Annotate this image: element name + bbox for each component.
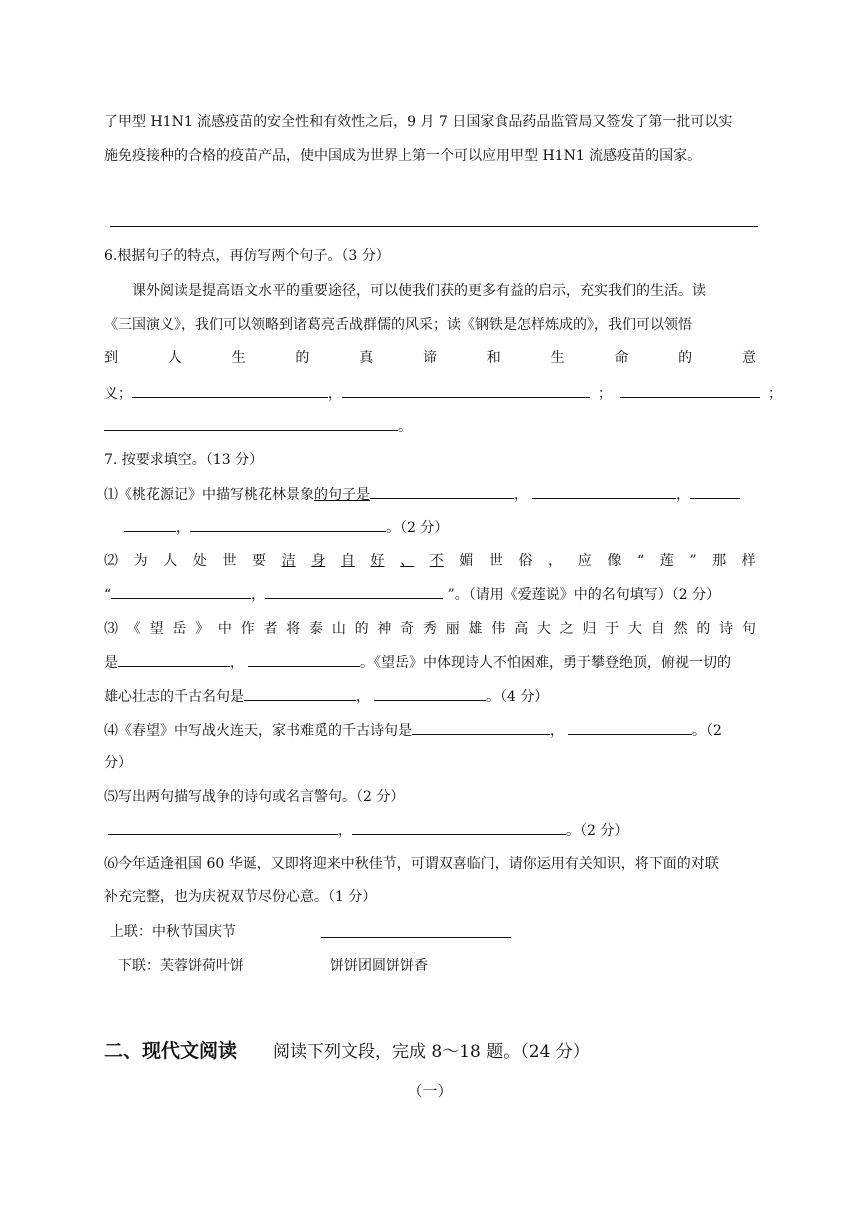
score: 。（2 <box>692 723 722 739</box>
char: 句 <box>741 621 756 637</box>
char: 的 <box>354 621 369 637</box>
char: 》 <box>195 621 210 637</box>
char: 中 <box>217 621 232 637</box>
q6-paragraph-line-2: 《三国演义》，我们可以领略到诸葛亮舌战群儒的风采；读《钢铁是怎样炼成的》，我们可以领悟 <box>104 317 692 333</box>
q7-item-4-line-1 <box>104 720 722 741</box>
section-instruction: 阅读下列文段，完成 8～18 题。（24 分） <box>273 1042 590 1062</box>
score: 。（2 分） <box>566 823 629 839</box>
char: 的 <box>678 350 693 366</box>
char: ⑵ <box>104 553 118 569</box>
fill-blank[interactable] <box>118 652 230 667</box>
char: 、 <box>400 553 415 569</box>
fill-blank[interactable] <box>374 686 486 701</box>
char: 俗 <box>518 553 533 569</box>
open-quote: “ <box>104 587 112 603</box>
char: ” <box>689 553 697 569</box>
couplet-lower-label: 下联：芙蓉饼荷叶饼 <box>118 958 244 974</box>
char: 自 <box>340 553 355 569</box>
char: 为 <box>133 553 148 569</box>
comma: ， <box>338 823 352 839</box>
couplet-upper-label: 上联：中秋节国庆节 <box>110 924 236 940</box>
char: 好 <box>370 553 385 569</box>
char: 莲 <box>659 553 674 569</box>
comma: ， <box>550 723 564 739</box>
close-text: ”。（请用《爱莲说》中的名句填写）（2 分） <box>443 587 721 603</box>
fill-blank[interactable] <box>532 484 676 499</box>
char: 洁 <box>281 553 296 569</box>
char: ⑶ <box>104 621 118 637</box>
char: 生 <box>231 350 246 366</box>
q6-paragraph-line-1: 课外阅读是提高语文水平的重要途径，可以使我们获的更多有益的启示，充实我们的生活。读 <box>132 283 706 299</box>
q6-answer-line-1 <box>104 383 782 404</box>
part-label: （一） <box>407 1082 453 1100</box>
char: 之 <box>559 621 574 637</box>
char: 不 <box>429 553 444 569</box>
char: 样 <box>741 553 756 569</box>
char: 丽 <box>445 621 460 637</box>
answer-line[interactable] <box>110 226 758 227</box>
fill-blank[interactable] <box>132 383 328 398</box>
char: 处 <box>192 553 207 569</box>
char: 伟 <box>491 621 506 637</box>
fill-blank[interactable] <box>568 720 692 735</box>
char: 的 <box>295 350 310 366</box>
char: 自 <box>650 621 665 637</box>
char: 归 <box>582 621 597 637</box>
comma: ， <box>176 520 190 536</box>
fill-blank[interactable] <box>248 652 360 667</box>
fill-blank[interactable] <box>108 820 338 835</box>
char: 《 <box>126 621 141 637</box>
text: 。《望岳》中体现诗人不怕困难，勇于攀登绝顶，俯视一切的 <box>360 655 731 671</box>
text: ⑷《春望》中写战火连天，家书难觅的千古诗句是 <box>104 723 412 739</box>
char: 到 <box>104 350 118 366</box>
q7-item-6-line-2: 补充完整，也为庆祝双节尽份心意。（1 分） <box>104 889 377 905</box>
char: 高 <box>514 621 529 637</box>
text: 是 <box>104 655 118 671</box>
score: 。（4 分） <box>486 689 549 705</box>
q6-title: 6.根据句子的特点，再仿写两个句子。（3 分） <box>104 248 390 264</box>
char: 像 <box>607 553 622 569</box>
text: 的句子是 <box>314 487 370 503</box>
fill-blank[interactable] <box>370 484 514 499</box>
char: 世 <box>222 553 237 569</box>
char: 秀 <box>422 621 437 637</box>
char: 然 <box>673 621 688 637</box>
q7-item-1-line-2 <box>124 517 448 538</box>
char: 岳 <box>172 621 187 637</box>
char: 诗 <box>719 621 734 637</box>
fill-blank[interactable] <box>124 517 176 532</box>
q7-item-5-answer <box>108 820 628 841</box>
char: 要 <box>252 553 267 569</box>
q7-item-3-line-2 <box>104 652 731 673</box>
char: 身 <box>311 553 326 569</box>
q7-item-1-line-1 <box>104 484 740 505</box>
char: 作 <box>240 621 255 637</box>
char: 山 <box>331 621 346 637</box>
fill-blank[interactable] <box>265 584 443 599</box>
intro-line-1: 了甲型 H1N1 流感疫苗的安全性和有效性之后，9 月 7 日国家食品药品监管局又签发了第一批可以实 <box>104 114 733 130</box>
char: 人 <box>163 553 178 569</box>
char: “ <box>636 553 645 569</box>
char: 世 <box>488 553 503 569</box>
char: 大 <box>627 621 642 637</box>
char: 生 <box>550 350 565 366</box>
comma: ， <box>356 689 370 705</box>
char: 意 <box>741 350 756 366</box>
char: 人 <box>167 350 182 366</box>
char: ， <box>548 553 563 569</box>
q6-answer-line-2 <box>104 416 412 437</box>
q7-item-3-line-1 <box>104 619 756 639</box>
q7-item-5-title: ⑸写出两句描写战争的诗句或名言警句。（2 分） <box>104 789 405 805</box>
char: 于 <box>605 621 620 637</box>
char: 奇 <box>400 621 415 637</box>
comma: ， <box>230 655 244 671</box>
char: 和 <box>486 350 501 366</box>
fill-blank[interactable] <box>244 686 356 701</box>
char: 的 <box>696 621 711 637</box>
prefix: 义； <box>104 386 132 402</box>
q7-item-3-line-3 <box>104 686 548 707</box>
comma: ， <box>514 487 528 503</box>
q7-item-4-line-2: 分） <box>104 755 132 771</box>
char: 那 <box>712 553 727 569</box>
intro-line-2: 施免疫接种的合格的疫苗产品，使中国成为世界上第一个可以应用甲型 H1N1 流感疫苗的国家。 <box>104 148 702 164</box>
semicolon: ； <box>768 386 782 402</box>
char: 应 <box>577 553 592 569</box>
couplet-lower-answer-line[interactable] <box>321 937 511 938</box>
fill-blank[interactable] <box>620 383 760 398</box>
fill-blank[interactable] <box>342 383 590 398</box>
q7-item-6-line-1: ⑹今年适逢祖国 60 华诞，又即将迎来中秋佳节，可谓双喜临门，请你运用有关知识，将下面的对联 <box>104 856 719 872</box>
q6-paragraph-line-3 <box>104 348 756 368</box>
char: 泰 <box>309 621 324 637</box>
char: 雄 <box>468 621 483 637</box>
char: 谛 <box>422 350 437 366</box>
char: 神 <box>377 621 392 637</box>
text: ⑴《桃花源记》中描写桃花林景象 <box>104 487 314 503</box>
period: 。 <box>398 419 412 435</box>
fill-blank[interactable] <box>352 820 566 835</box>
comma: ， <box>251 587 266 603</box>
couplet-lower-text: 饼饼团圆饼饼香 <box>330 958 428 974</box>
fill-blank[interactable] <box>690 484 740 499</box>
section-title: 二、现代文阅读 <box>104 1040 238 1062</box>
comma: ， <box>328 386 342 402</box>
section-heading <box>104 1036 590 1063</box>
char: 将 <box>286 621 301 637</box>
char: 命 <box>614 350 629 366</box>
q7-item-2-line-2 <box>104 584 720 605</box>
comma: ， <box>676 487 690 503</box>
char: 媚 <box>459 553 474 569</box>
char: 望 <box>149 621 164 637</box>
text: 雄心壮志的千古名句是 <box>104 689 244 705</box>
score: 。（2 分） <box>386 520 449 536</box>
fill-blank[interactable] <box>190 517 386 532</box>
semicolon: ； <box>598 386 612 402</box>
fill-blank[interactable] <box>111 584 251 599</box>
char: 者 <box>263 621 278 637</box>
char: 真 <box>359 350 374 366</box>
char: 大 <box>536 621 551 637</box>
q7-title: 7. 按要求填空。（13 分） <box>104 452 264 468</box>
q7-item-2-line-1 <box>104 551 756 571</box>
fill-blank[interactable] <box>104 416 398 431</box>
fill-blank[interactable] <box>412 720 550 735</box>
